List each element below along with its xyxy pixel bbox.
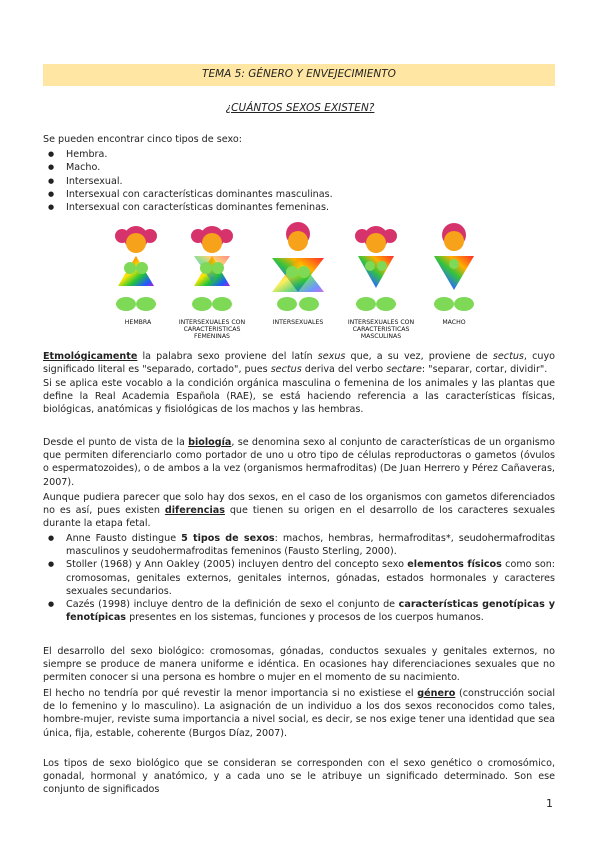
authors-list-block <box>43 532 555 624</box>
gender-term: género <box>417 688 456 699</box>
biological-types-paragraph: Los tipos de sexo biológico que se consideran se corresponden con el sexo genético o cromosómico, gonadal, hormonal y anatómico, y a cada uno se le atribuye un significado determinado. Son ese conjunto de significados <box>43 758 555 796</box>
page-number: 1 <box>546 797 553 810</box>
list-item: ● Anne Fausto distingue 5 tipos de sexos: machos, hembras, hermafroditas*, seudohermafroditas masculinos y seudohermafroditas femeninos (Fausto Sterling, 2000). <box>43 532 555 558</box>
intersex-figure <box>272 222 324 311</box>
sex-types-list <box>43 148 555 214</box>
biology-term: biología <box>188 437 232 448</box>
label-intersex: INTERSEXUALES <box>272 319 324 326</box>
label-female: HEMBRA <box>124 319 152 326</box>
differences-paragraph: Aunque pudiera parecer que solo hay dos sexos, en el caso de los organismos con gametos diferenciados no es así, pues existen diferencias que tienen su origen en el desarrollo de los caracteres sexuales durante la etapa fetal. <box>43 492 555 530</box>
authors-list <box>43 532 555 624</box>
list-item: ● Intersexual con características dominantes femeninas. <box>43 201 555 214</box>
etymology-term: Etmológicamente <box>43 351 138 362</box>
sex-types-illustration <box>114 222 488 342</box>
label-male: MACHO <box>442 319 466 326</box>
female-figure <box>115 226 157 311</box>
section-subtitle: ¿CUÁNTOS SEXOS EXISTEN? <box>225 102 375 114</box>
label-intersex-feminine: INTERSEXUALES CON CARACTERISTICAS FEMENINAS <box>178 319 246 341</box>
male-figure <box>434 223 474 311</box>
intersex-feminine-figure <box>191 226 233 311</box>
gender-paragraph: El hecho no tendría por qué revestir la menor importancia si no existiese el género (construcción social de lo femenino y lo masculino). La asignación de un individuo a los dos sexos reconocidos como tales, hombre-mujer, reviste suma importancia a nivel social, es decir, se nos exige tener una identidad que sea única, fija, estable, coherente (Burgos Díaz, 2007). <box>43 688 555 739</box>
title-banner <box>43 64 555 86</box>
list-item: ● Intersexual. <box>43 175 555 188</box>
intro-text: Se pueden encontrar cinco tipos de sexo: <box>43 134 242 145</box>
list-item: ● Stoller (1968) y Ann Oakley (2005) incluyen dentro del concepto sexo elementos físicos como son: cromosomas, genitales externos, genitales internos, gónadas, estados hormonales y caracteres sexuales secundarios. <box>43 558 555 598</box>
list-item: ● Cazés (1998) incluye dentro de la definición de sexo el conjunto de características genotípicas y fenotípicas presentes en los sistemas, funciones y procesos de los cuerpos humanos. <box>43 598 555 624</box>
label-intersex-masculine: INTERSEXUALES CON CARACTERISTICAS MASCULINAS <box>347 319 415 341</box>
page-title: TEMA 5: GÉNERO Y ENVEJECIMIENTO <box>202 68 396 81</box>
biology-paragraph: Desde el punto de vista de la biología, se denomina sexo al conjunto de características de un organismo que permiten diferenciarlo como portador de uno u otro tipo de células reproductoras o gametos (óvulos o espermatozoides), o de ambos a la vez (organismos hermafroditas) (De Juan Herrero y Pérez Cañaveras, 2007). <box>43 437 556 488</box>
differences-term: diferencias <box>164 505 225 517</box>
rae-paragraph: Si se aplica este vocablo a la condición orgánica masculina o femenina de los animales y las plantas que define la Real Academia Española (RAE), se está haciendo referencia a las características físicas, biológicas, anatómicas y fisiológicas de los machos y las hembras. <box>43 378 555 416</box>
list-item: ● Intersexual con características dominantes masculinas. <box>43 188 555 201</box>
etymology-paragraph: Etmológicamente la palabra sexo proviene del latín sexus que, a su vez, proviene de sectus, cuyo significado literal es "separado, cortado", pues sectus deriva del verbo sectare: "separar, cortar, dividir". <box>43 351 555 376</box>
intersex-masculine-figure <box>355 226 397 311</box>
list-item: ● Hembra. <box>43 148 555 161</box>
figures-svg <box>114 222 488 320</box>
development-paragraph: El desarrollo del sexo biológico: cromosomas, gónadas, conductos sexuales y genitales externos, no siempre se produce de manera uniforme e idéntica. En ocasiones hay diferenciaciones sexuales que no permiten conocer si una persona es hombre o mujer en el momento de su nacimiento. <box>43 646 555 684</box>
intro-block <box>43 133 555 214</box>
list-item: ● Macho. <box>43 161 555 174</box>
